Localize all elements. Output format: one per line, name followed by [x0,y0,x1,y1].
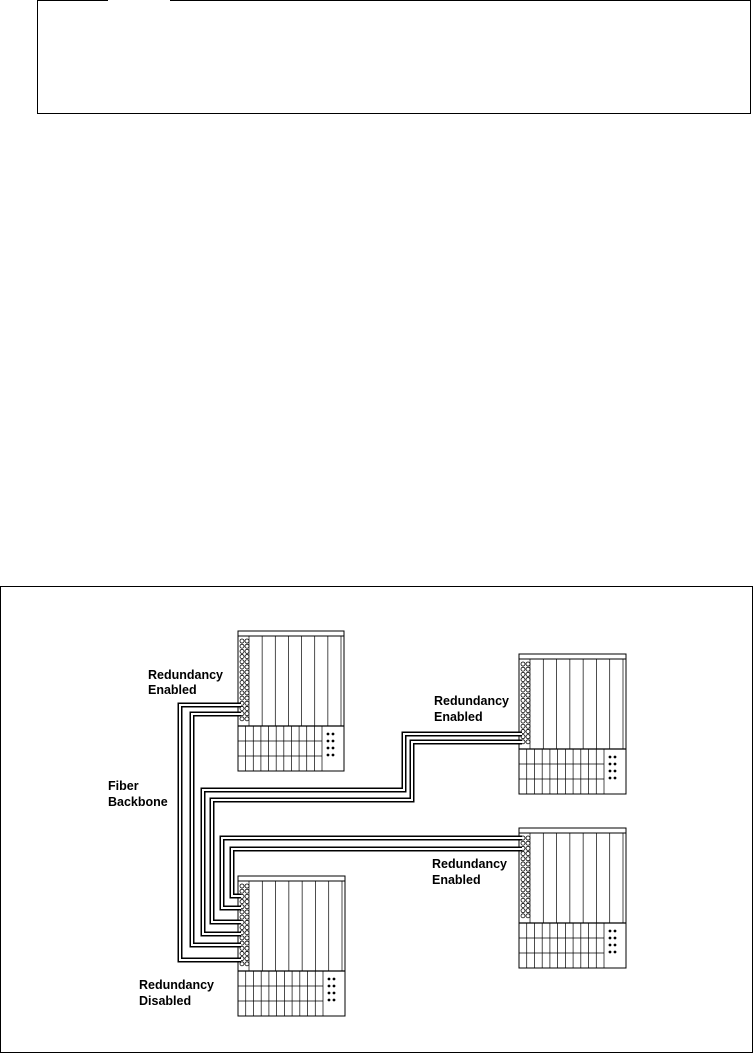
hub-top-left [238,631,344,771]
label-topright-line1: Redundancy [434,694,510,708]
label-topright-line2: Enabled [434,710,483,724]
label-midright-line1: Redundancy [432,857,508,871]
label-midright-line2: Enabled [432,873,481,887]
label-backbone-line1: Fiber [108,779,139,793]
hub-mid-right [519,828,626,968]
label-bottomleft-line2: Disabled [139,994,192,1008]
label-backbone-line2: Backbone [108,795,168,809]
label-topleft-line2: Enabled [148,683,197,697]
hub-bottom-left [238,876,345,1016]
hub-top-right [519,654,626,794]
fiber-backbone-cables [180,705,522,960]
label-topleft-line1: Redundancy [148,668,224,682]
label-bottomleft-line1: Redundancy [139,978,215,992]
